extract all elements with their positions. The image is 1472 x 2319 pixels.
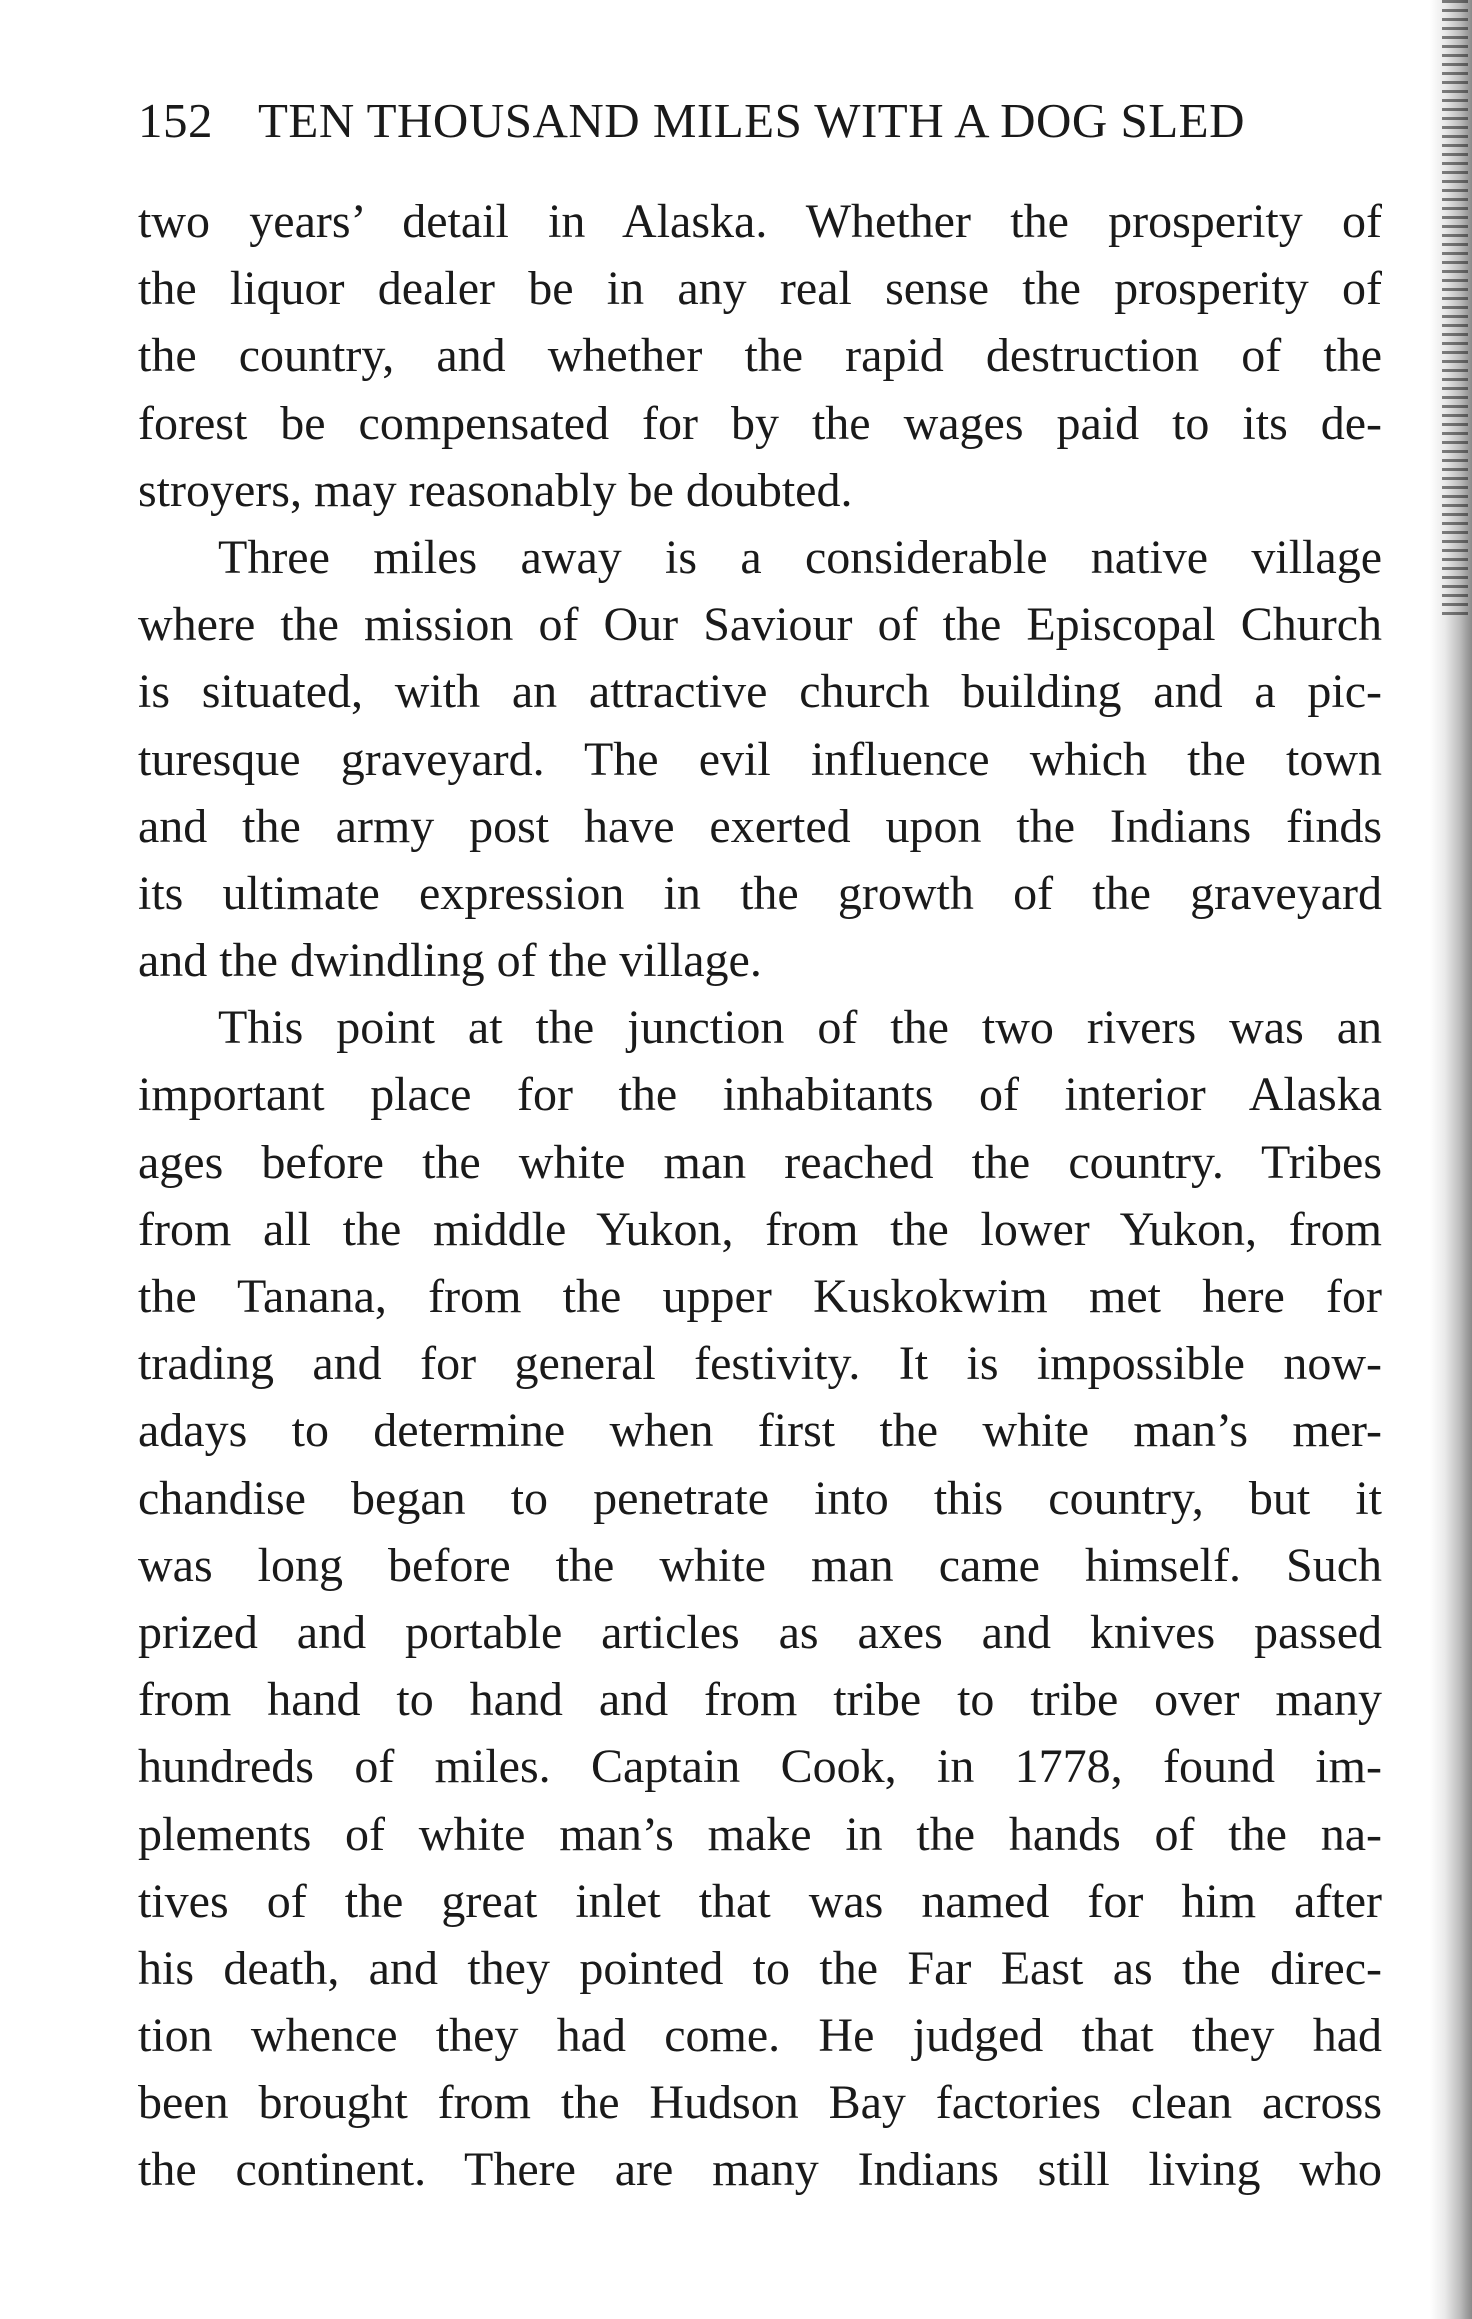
text-line: plements of white man’s make in the hands of the na- — [138, 1807, 1382, 1861]
text-line: where the mission of Our Saviour of the Episcopal Church — [138, 598, 1382, 652]
text-line: This point at the junction of the two rivers was an — [218, 1001, 1382, 1055]
text-line: the continent. There are many Indians still living who — [138, 2143, 1382, 2197]
text-line: important place for the inhabitants of interior Alaska — [138, 1068, 1382, 1122]
text-line: prized and portable articles as axes and knives passed — [138, 1605, 1382, 1659]
text-line: and the dwindling of the village. — [138, 934, 762, 988]
text-line: turesque graveyard. The evil influence which the town — [138, 732, 1382, 786]
text-line: tives of the great inlet that was named for him after — [138, 1874, 1382, 1928]
text-line: the country, and whether the rapid destruction of the — [138, 329, 1382, 383]
text-line: and the army post have exerted upon the Indians finds — [138, 799, 1382, 853]
text-line: the liquor dealer be in any real sense the prosperity of — [138, 262, 1382, 316]
text-line: from hand to hand and from tribe to tribe over many — [138, 1673, 1382, 1727]
binding-edge-marks — [1442, 0, 1468, 620]
text-line: chandise began to penetrate into this country, but it — [138, 1471, 1382, 1525]
text-line: forest be compensated for by the wages paid to its de- — [138, 396, 1382, 450]
text-line: adays to determine when first the white man’s mer- — [138, 1404, 1382, 1458]
text-line: Three miles away is a considerable native village — [218, 530, 1382, 584]
text-line: its ultimate expression in the growth of the graveyard — [138, 866, 1382, 920]
text-line: been brought from the Hudson Bay factories clean across — [138, 2076, 1382, 2130]
text-line: is situated, with an attractive church building and a pic- — [138, 665, 1382, 719]
page-header — [138, 92, 1344, 162]
text-line: from all the middle Yukon, from the lower Yukon, from — [138, 1202, 1382, 1256]
text-line: two years’ detail in Alaska. Whether the prosperity of — [138, 195, 1382, 248]
text-line: was long before the white man came himself. Such — [138, 1538, 1382, 1592]
text-line: hundreds of miles. Captain Cook, in 1778, found im- — [138, 1740, 1382, 1794]
body-text — [138, 188, 1382, 2204]
text-line: trading and for general festivity. It is impossible now- — [138, 1337, 1382, 1391]
text-line: ages before the white man reached the country. Tribes — [138, 1135, 1382, 1189]
running-head: TEN THOUSAND MILES WITH A DOG SLED — [258, 93, 1245, 148]
page-number: 152 — [138, 93, 213, 148]
text-line: his death, and they pointed to the Far East as the direc- — [138, 1941, 1382, 1995]
text-line: tion whence they had come. He judged that they had — [138, 2009, 1382, 2063]
text-line: stroyers, may reasonably be doubted. — [138, 463, 853, 517]
text-line: the Tanana, from the upper Kuskokwim met here for — [138, 1270, 1382, 1323]
